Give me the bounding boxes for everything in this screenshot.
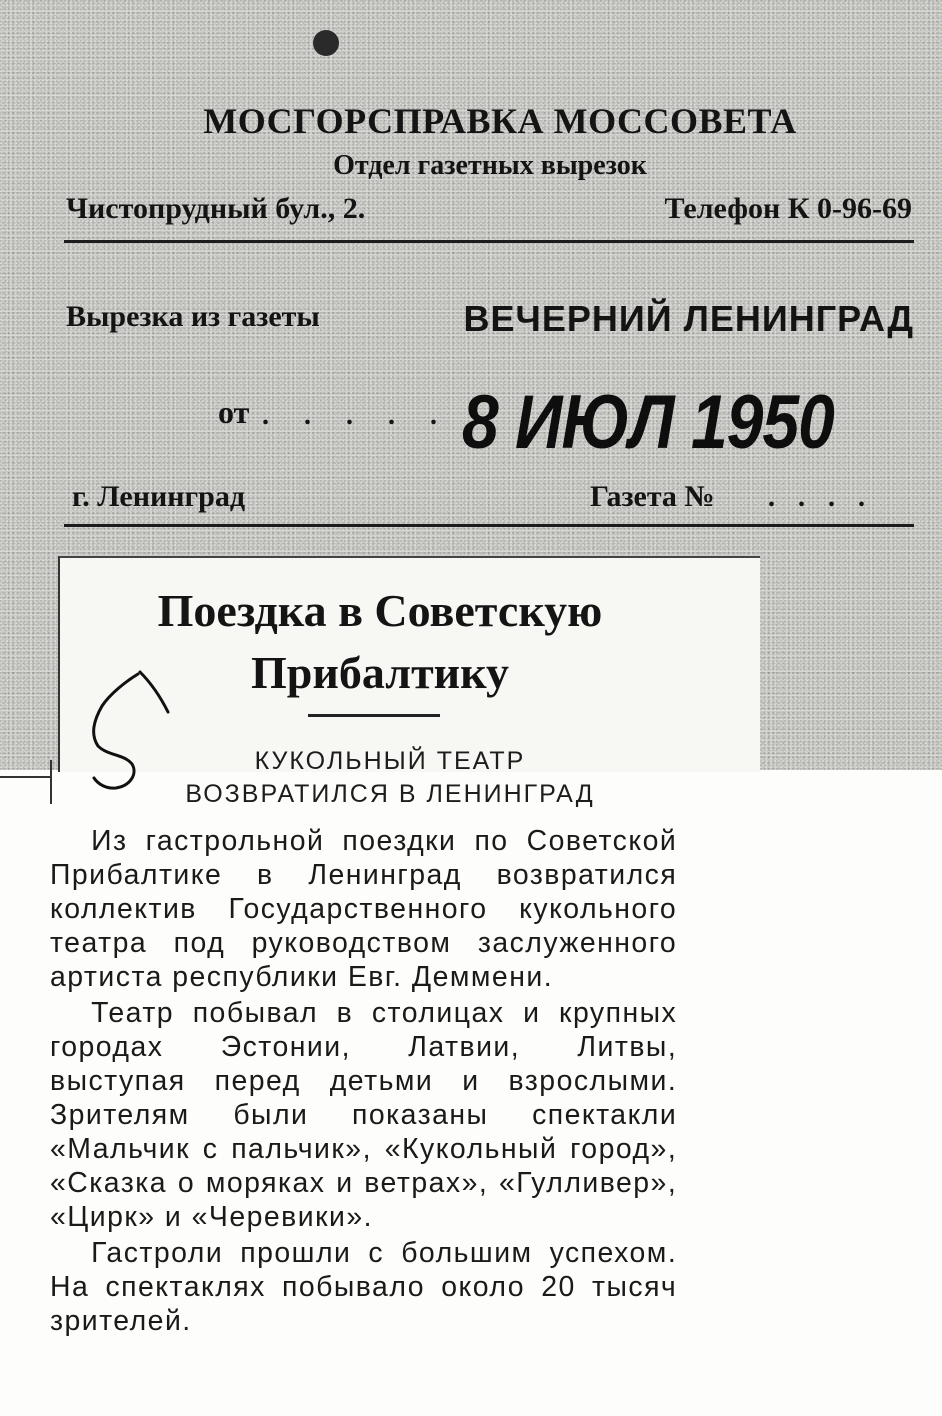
cut-mark-vertical <box>50 760 52 804</box>
article-paragraph: Театр побывал в столицах и крупных городах Эстонии, Латвии, Литвы, выступая перед детьми и взрослыми. Зрителям были показаны спектакли «Мальчик с пальчик», «Кукольный город», «Сказка о моряках и ветрах», «Гулливер», «Цирк» и «Черевики». <box>50 997 678 1233</box>
article-paragraph: Гастроли прошли с большим успехом. На спектаклях побывало около 20 тысяч зрителей. <box>50 1237 678 1337</box>
agency-phone: Телефон К 0-96-69 <box>664 192 912 225</box>
article-subtitle <box>120 745 660 811</box>
subtitle-line-1: КУКОЛЬНЫЙ ТЕАТР <box>254 747 526 775</box>
agency-address: Чистопрудный бул., 2. <box>66 192 366 225</box>
article-paragraph: Из гастрольной поездки по Советской Прибалтике в Ленинград возвратился коллектив Государственного кукольного театра под руководством заслуженного артиста республики Евг. Деммени. <box>50 825 678 993</box>
date-label: от <box>218 394 250 430</box>
date-fill-dots: . . . . . . <box>262 400 493 431</box>
article-title: Поездка в Советскую Прибалтику <box>157 585 603 698</box>
agency-name: МОСГОРСПРАВКА МОССОВЕТА <box>203 101 797 141</box>
gazette-number-dots: . . . . <box>768 482 873 513</box>
punch-hole <box>313 30 339 56</box>
date-stamp: 8 ИЮЛ 1950 <box>462 379 834 465</box>
title-underline <box>308 714 440 717</box>
gazette-number-label: Газета № <box>590 480 715 513</box>
form-bottom-divider <box>64 524 914 527</box>
newspaper-name: ВЕЧЕРНИЙ ЛЕНИНГРАД <box>463 298 914 339</box>
clip-source-label: Вырезка из газеты <box>66 300 320 333</box>
department-name: Отдел газетных вырезок <box>333 150 647 181</box>
header-divider <box>64 240 914 243</box>
cut-mark <box>0 776 52 778</box>
city-label: г. Ленинград <box>72 480 246 513</box>
article-body <box>50 824 677 1340</box>
subtitle-line-2: ВОЗВРАТИЛСЯ В ЛЕНИНГРАД <box>185 780 595 808</box>
